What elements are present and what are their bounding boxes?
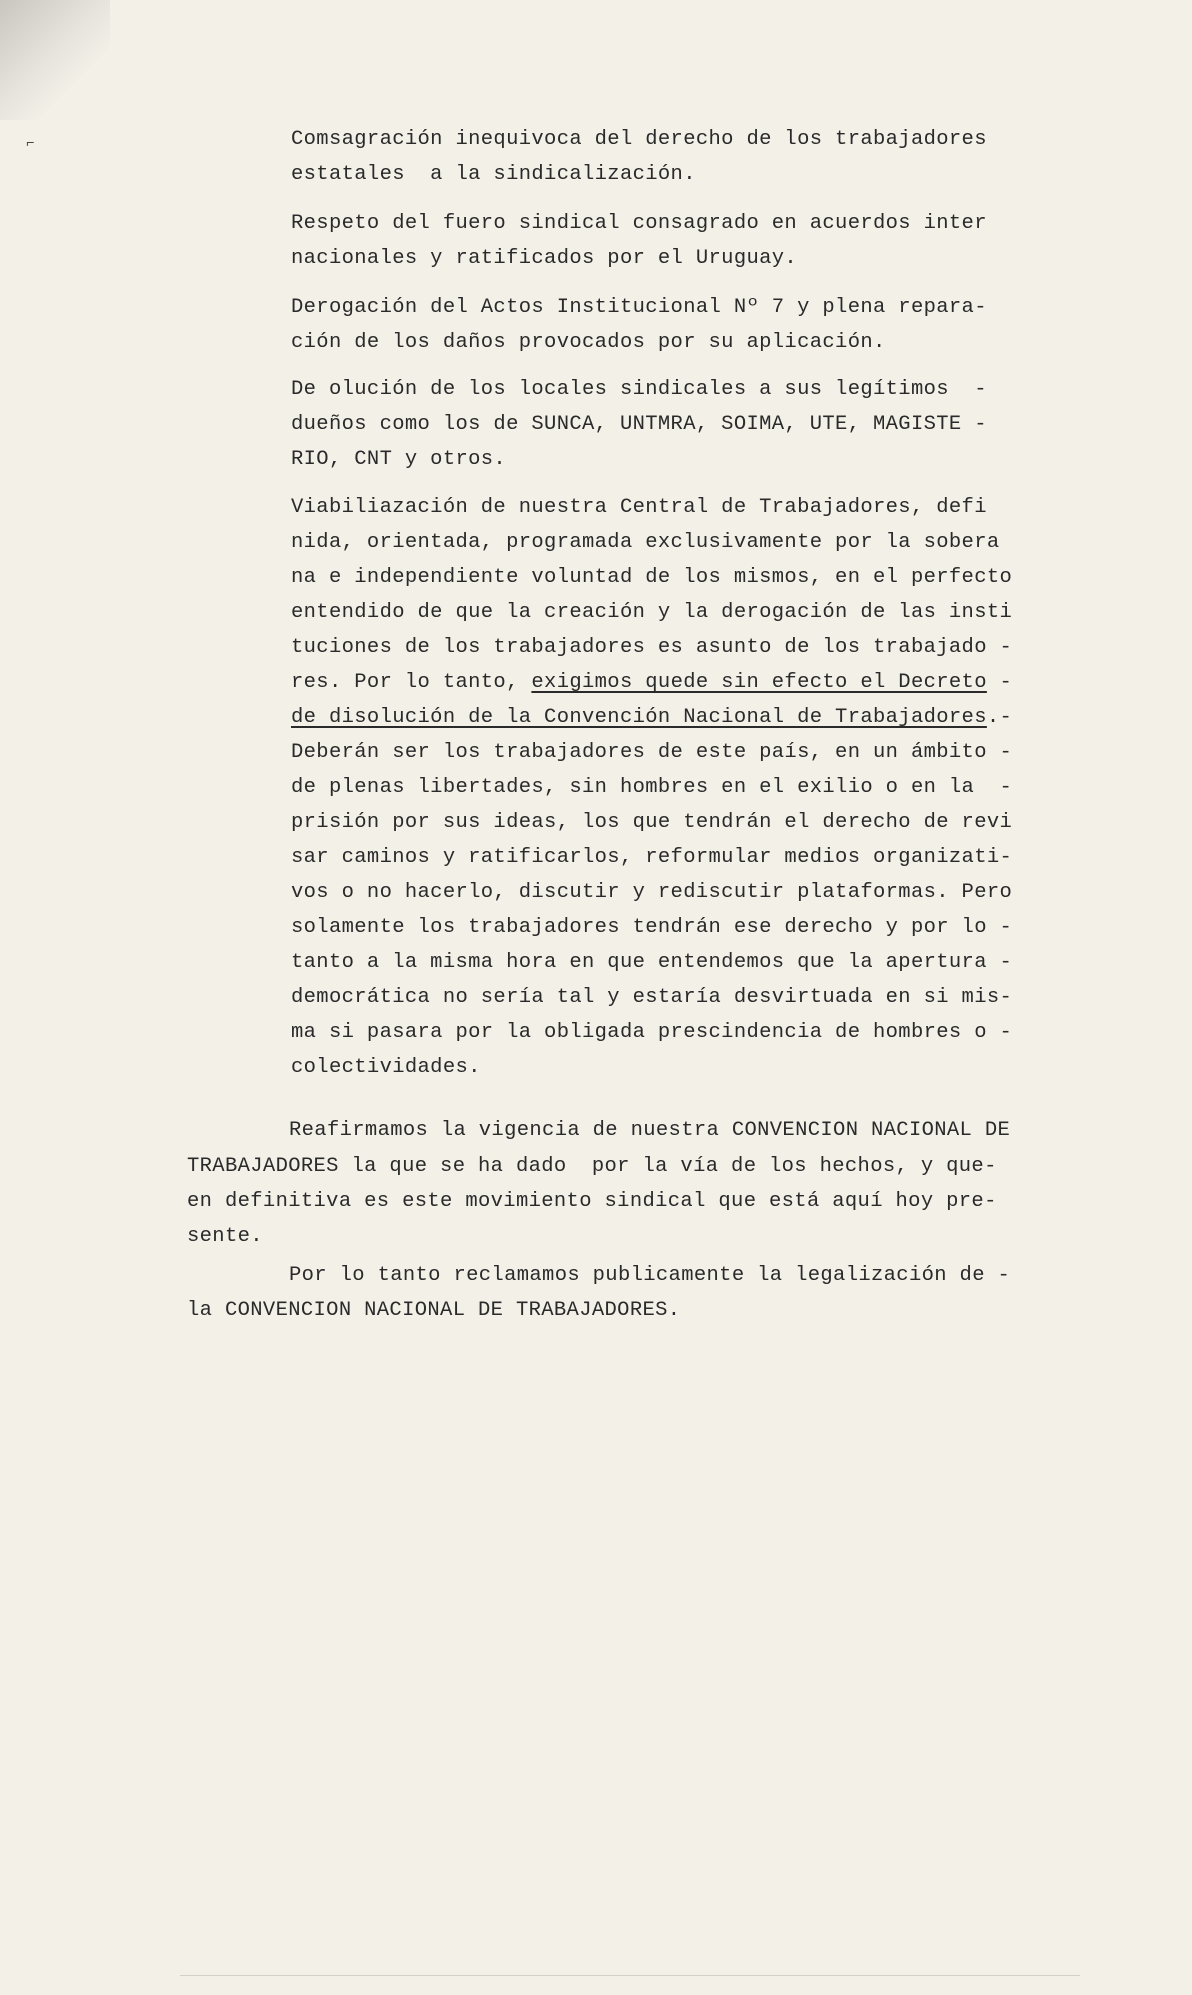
text-line: de plenas libertades, sin hombres en el exilio o en la -: [291, 776, 1013, 799]
text-span: res. Por lo tanto,: [291, 671, 532, 694]
text-line: ción de los daños provocados por su aplicación.: [291, 331, 886, 354]
text-line: sar caminos y ratificarlos, reformular medios organizati-: [291, 846, 1013, 869]
text-line: [291, 700, 1012, 735]
text-line: la CONVENCION NACIONAL DE TRABAJADORES.: [187, 1299, 681, 1322]
text-line: Respeto del fuero sindical consagrado en acuerdos inter: [291, 212, 987, 235]
text-line: democrática no sería tal y estaría desvirtuada en si mis-: [291, 986, 1013, 1009]
folded-corner: [0, 0, 110, 120]
text-line: colectividades.: [291, 1056, 481, 1079]
text-line: Por lo tanto reclamamos publicamente la legalización de -: [289, 1264, 1011, 1287]
text-line: vos o no hacerlo, discutir y rediscutir plataformas. Pero: [291, 881, 1013, 904]
underlined-demand: de disolución de la Convención Nacional de Trabajadores: [291, 706, 987, 729]
text-line: TRABAJADORES la que se ha dado por la vía de los hechos, y que-: [187, 1155, 997, 1178]
text-span: .-: [986, 706, 1013, 729]
text-line: entendido de que la creación y la derogación de las insti: [291, 601, 1013, 624]
text-line: en definitiva es este movimiento sindical que está aquí hoy pre-: [187, 1190, 997, 1213]
text-line: solamente los trabajadores tendrán ese derecho y por lo -: [291, 916, 1013, 939]
text-line: Derogación del Actos Institucional Nº 7 y plena repara-: [291, 296, 987, 319]
text-line: sente.: [187, 1225, 263, 1248]
text-line: De olución de los locales sindicales a sus legítimos -: [291, 378, 987, 401]
text-line: Deberán ser los trabajadores de este país, en un ámbito -: [291, 741, 1013, 764]
text-line: nida, orientada, programada exclusivamente por la sobera: [291, 531, 1000, 554]
text-line: Viabiliazación de nuestra Central de Trabajadores, defi: [291, 496, 987, 519]
text-span: -: [986, 671, 1013, 694]
text-line: estatales a la sindicalización.: [291, 163, 696, 186]
text-line: prisión por sus ideas, los que tendrán el derecho de revi: [291, 811, 1013, 834]
text-line: dueños como los de SUNCA, UNTMRA, SOIMA, UTE, MAGISTE -: [291, 413, 987, 436]
page-edge-line: [180, 1975, 1080, 1976]
text-line: Comsagración inequivoca del derecho de los trabajadores: [291, 128, 987, 151]
text-line: RIO, CNT y otros.: [291, 448, 507, 471]
underlined-demand: exigimos quede sin efecto el Decreto: [531, 671, 987, 694]
text-line: nacionales y ratificados por el Uruguay.: [291, 247, 798, 270]
text-line: tuciones de los trabajadores es asunto de los trabajado -: [291, 636, 1013, 659]
text-line: [291, 665, 1012, 700]
pen-mark: ⌐: [26, 136, 35, 152]
text-line: Reafirmamos la vigencia de nuestra CONVENCION NACIONAL DE: [289, 1119, 1011, 1142]
text-line: na e independiente voluntad de los mismos, en el perfecto: [291, 566, 1013, 589]
text-line: ma si pasara por la obligada prescindencia de hombres o -: [291, 1021, 1013, 1044]
text-line: tanto a la misma hora en que entendemos que la apertura -: [291, 951, 1013, 974]
